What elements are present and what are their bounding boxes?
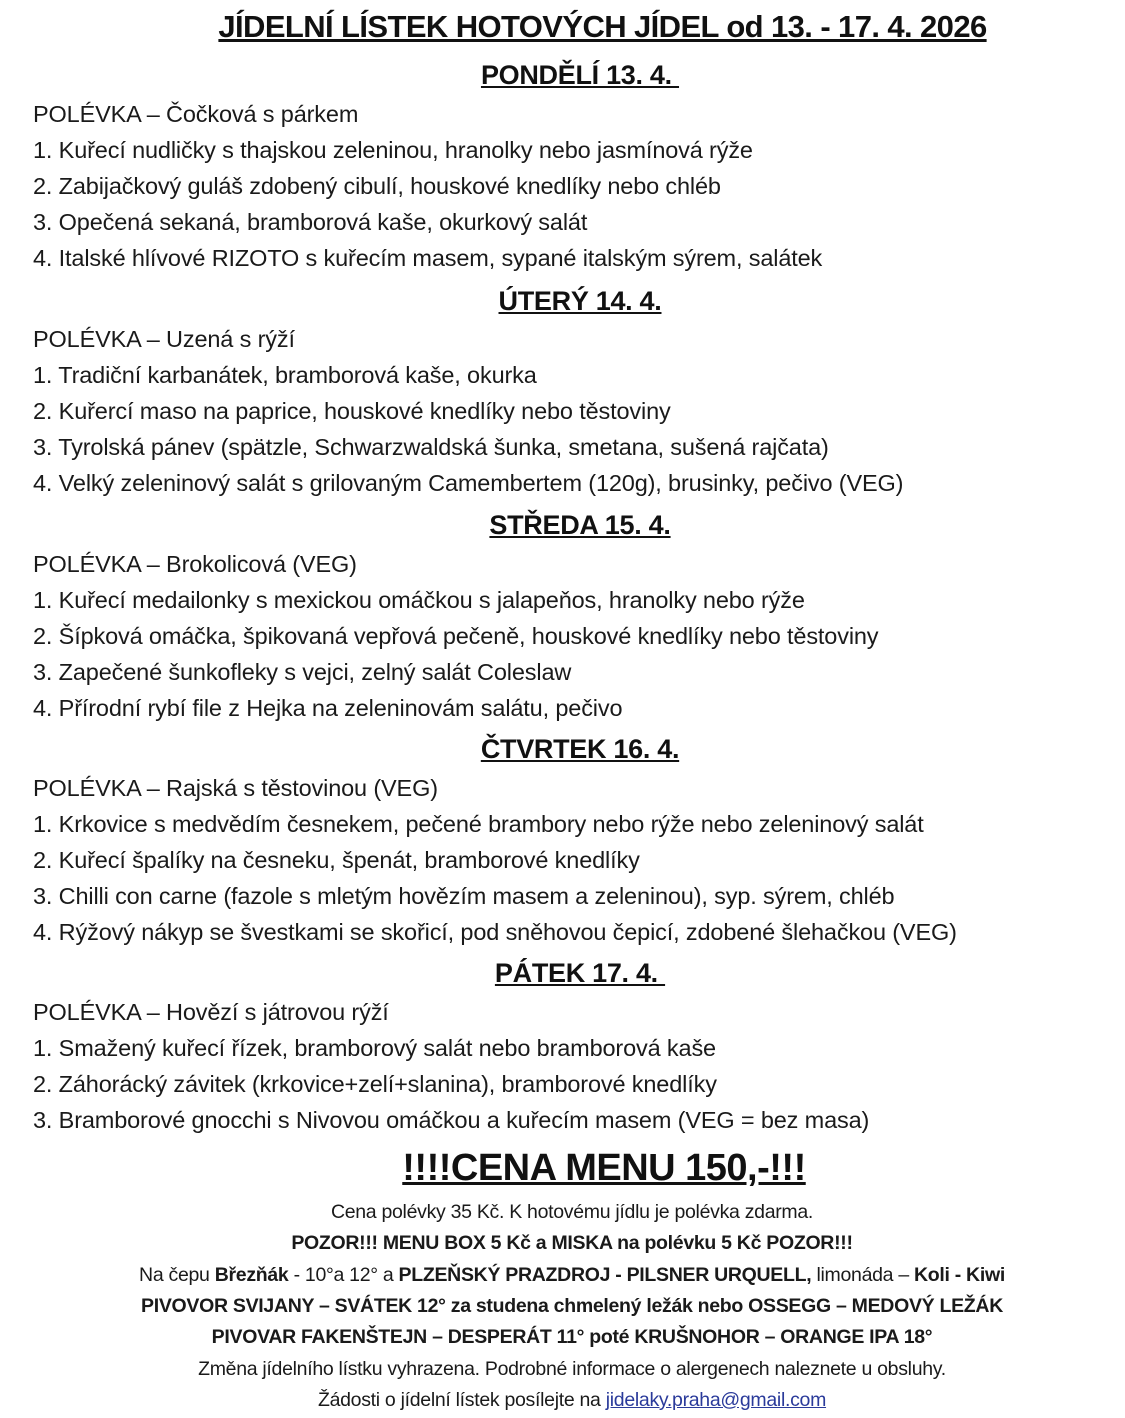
svijany-beer-line: PIVOVOR SVIJANY – SVÁTEK 12° za studena chmelený ležák nebo OSSEGG – MEDOVÝ LEŽÁK [141,1295,1003,1317]
fakenstejn-beer-line: PIVOVAR FAKENŠTEJN – DESPERÁT 11° poté KRUŠNOHOR – ORANGE IPA 18° [211,1326,933,1348]
meal-item: 2. Zabijačkový guláš zdobený cibulí, houskové knedlíky nebo chléb [33,173,721,199]
meal-item: 3. Bramborové gnocchi s Nivovou omáčkou a kuřecím masem (VEG = bez masa) [33,1107,870,1133]
meal-item: 1. Kuřecí medailonky s mexickou omáčkou s jalapeňos, hranolky nebo rýže [33,587,805,613]
beer-breznak: Březňák [214,1264,289,1286]
meal-item: 2. Záhorácký závitek (krkovice+zelí+slanina), bramborové knedlíky [33,1071,717,1097]
soup-tuesday: POLÉVKA – Uzená s rýží [33,326,295,352]
meal-item: 3. Chilli con carne (fazole s mletým hovězím masem a zeleninou), syp. sýrem, chléb [33,883,895,909]
meal-item: 2. Šípková omáčka, špikovaná vepřová pečeně, houskové knedlíky nebo těstoviny [33,623,879,649]
packaging-warning: POZOR!!! MENU BOX 5 Kč a MISKA na polévku 5 Kč POZOR!!! [291,1232,853,1254]
meal-item: 3. Tyrolská pánev (spätzle, Schwarzwaldská šunka, smetana, sušená rajčata) [33,434,829,460]
soup-wednesday: POLÉVKA – Brokolicová (VEG) [33,551,357,577]
lemonade-label: limonáda – [811,1264,914,1286]
day-heading-tuesday: ÚTERÝ 14. 4. [498,286,662,316]
menu-price-banner: !!!!CENA MENU 150,-!!! [402,1147,806,1189]
meal-item: 2. Kuřecí špalíky na česneku, špenát, bramborové knedlíky [33,847,640,873]
meal-item: 4. Rýžový nákyp se švestkami se skořicí, pod sněhovou čepicí, zdobené šlehačkou (VEG) [33,919,957,945]
lemonade-flavors: Koli - Kiwi [914,1264,1005,1286]
day-heading-wednesday: STŘEDA 15. 4. [489,510,671,540]
meal-item: 2. Kuřercí maso na paprice, houskové knedlíky nebo těstoviny [33,398,671,424]
meal-item: 4. Velký zeleninový salát s grilovaným Camembertem (120g), brusinky, pečivo (VEG) [33,470,904,496]
soup-thursday: POLÉVKA – Rajská s těstovinou (VEG) [33,775,438,801]
day-heading-thursday: ČTVRTEK 16. 4. [480,734,680,764]
requests-line [0,1386,1125,1414]
day-heading-monday: PONDĚLÍ 13. 4. [480,60,680,90]
meal-item: 1. Smažený kuřecí řízek, bramborový salát nebo bramborová kaše [33,1035,716,1061]
soup-price-note: Cena polévky 35 Kč. K hotovému jídlu je polévka zdarma. [330,1201,814,1223]
page-title: JÍDELNÍ LÍSTEK HOTOVÝCH JÍDEL od 13. - 17. 4. 2026 [218,9,987,44]
meal-item: 1. Krkovice s medvědím česnekem, pečené brambory nebo rýže nebo zeleninový salát [33,811,924,837]
tap-prefix: Na čepu [139,1264,215,1286]
email-link[interactable]: jidelaky.praha@gmail.com [605,1389,827,1411]
soup-monday: POLÉVKA – Čočková s párkem [33,101,359,127]
allergen-disclaimer: Změna jídelního lístku vyhrazena. Podrobné informace o alergenech naleznete u obsluhy. [198,1358,946,1380]
day-heading-friday: PÁTEK 17. 4. [494,958,666,988]
meal-item: 1. Kuřecí nudličky s thajskou zeleninou, hranolky nebo jasmínová rýže [33,137,753,163]
requests-prefix: Žádosti o jídelní lístek posílejte na [317,1389,606,1411]
tap-beers-line [0,1261,1125,1289]
meal-item: 3. Zapečené šunkofleky s vejci, zelný salát Coleslaw [33,659,572,685]
meal-item: 4. Italské hlívové RIZOTO s kuřecím masem, sypané italským sýrem, salátek [33,245,823,271]
soup-friday: POLÉVKA – Hovězí s játrovou rýží [33,999,389,1025]
beer-breznak-detail: - 10°a 12° a [288,1264,399,1286]
meal-item: 4. Přírodní rybí file z Hejka na zeleninovám salátu, pečivo [33,695,623,721]
meal-item: 3. Opečená sekaná, bramborová kaše, okurkový salát [33,209,588,235]
meal-item: 1. Tradiční karbanátek, bramborová kaše, okurka [33,362,537,388]
beer-pilsner: PLZEŇSKÝ PRAZDROJ - PILSNER URQUELL, [398,1264,812,1286]
